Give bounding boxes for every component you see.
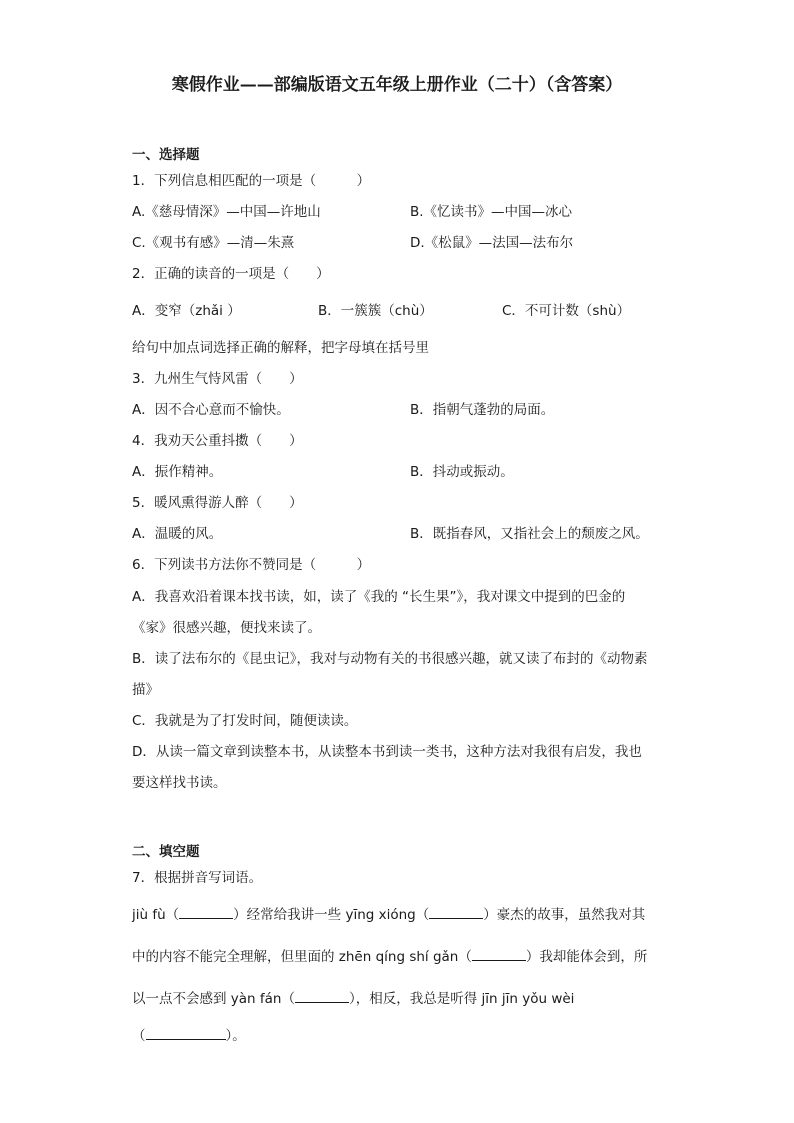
q1-option-d: D.《松鼠》—法国—法布尔 bbox=[410, 235, 574, 251]
q7-line1 bbox=[132, 905, 645, 924]
q7-stem: 7．根据拼音写词语。 bbox=[132, 870, 263, 886]
q2-option-c: C．不可计数（shù） bbox=[502, 303, 631, 319]
q3-option-b: B．指朝气蓬勃的局面。 bbox=[410, 402, 555, 418]
answer-blank-4[interactable] bbox=[295, 989, 349, 1003]
q4-stem: 4．我劝天公重抖擞（ ） bbox=[132, 433, 303, 449]
q1-stem: 1．下列信息相匹配的一项是（ ） bbox=[132, 173, 371, 189]
q6-option-b-line2: 描》 bbox=[132, 682, 159, 698]
answer-blank-2[interactable] bbox=[429, 905, 483, 919]
answer-blank-1[interactable] bbox=[179, 905, 233, 919]
q3-option-a: A．因不合心意而不愉快。 bbox=[132, 402, 290, 418]
q7-line3-text-a: 以一点不会感到 yàn fán（ bbox=[132, 991, 295, 1007]
q6-option-b-line1: B．读了法布尔的《昆虫记》，我对与动物有关的书很感兴趣，就又读了布封的《动物素 bbox=[132, 651, 648, 667]
q6-option-a-line2: 《家》很感兴趣，便找来读了。 bbox=[132, 620, 321, 636]
q3-stem: 3．九州生气恃风雷（ ） bbox=[132, 371, 303, 387]
q5-stem: 5．暖风熏得游人醉（ ） bbox=[132, 495, 303, 511]
q7-line3-text-b: ），相反，我总是听得 jīn jīn yǒu wèi bbox=[348, 991, 575, 1007]
q7-line2-text-a: 中的内容不能完全理解，但里面的 zhēn qíng shí gǎn（ bbox=[132, 949, 472, 965]
q7-line3 bbox=[132, 989, 574, 1008]
q7-line1-text-c: ）豪杰的故事，虽然我对其 bbox=[483, 907, 646, 923]
q2-option-b: B．一簇簇（chù） bbox=[318, 303, 433, 319]
section-fill-heading: 二、填空题 bbox=[132, 844, 200, 860]
q7-line4 bbox=[132, 1026, 246, 1045]
q7-line1-text-b: ）经常给我讲一些 yīng xióng（ bbox=[233, 907, 430, 923]
q6-option-a-line1: A．我喜欢沿着课本找书读，如，读了《我的 “长生果”》，我对课文中提到的巴金的 bbox=[132, 589, 626, 605]
section-choice-heading: 一、选择题 bbox=[132, 147, 200, 163]
q7-line1-text-a: jiù fù（ bbox=[132, 907, 180, 923]
q6-option-d-line1: D．从读一篇文章到读整本书，从读整本书到读一类书，这种方法对我很有启发，我也 bbox=[132, 744, 642, 760]
q7-line2 bbox=[132, 947, 647, 966]
answer-blank-3[interactable] bbox=[472, 947, 526, 961]
instruction-text: 给句中加点词选择正确的解释，把字母填在括号里 bbox=[132, 340, 429, 356]
q1-option-b: B.《忆读书》—中国—冰心 bbox=[410, 204, 573, 220]
q5-option-a: A．温暖的风。 bbox=[132, 526, 223, 542]
q5-option-b: B．既指春风，又指社会上的颓废之风。 bbox=[410, 526, 649, 542]
answer-blank-5[interactable] bbox=[146, 1026, 226, 1040]
q6-stem: 6．下列读书方法你不赞同是（ ） bbox=[132, 557, 371, 573]
q7-line4-text-a: （ bbox=[132, 1028, 146, 1044]
q1-option-a: A.《慈母情深》—中国—许地山 bbox=[132, 204, 321, 220]
q2-option-a: A．变窄（zhǎi ） bbox=[132, 303, 241, 319]
q7-line4-text-b: ）。 bbox=[225, 1028, 246, 1044]
q2-stem: 2．正确的读音的一项是（ ） bbox=[132, 266, 330, 282]
q4-option-b: B．抖动或振动。 bbox=[410, 464, 514, 480]
q7-line2-text-b: ）我却能体会到，所 bbox=[525, 949, 648, 965]
q1-option-c: C.《观书有感》—清—朱熹 bbox=[132, 235, 295, 251]
q6-option-d-line2: 要这样找书读。 bbox=[132, 775, 227, 791]
q4-option-a: A．振作精神。 bbox=[132, 464, 223, 480]
q6-option-c: C．我就是为了打发时间，随便读读。 bbox=[132, 713, 358, 729]
page-title: 寒假作业——部编版语文五年级上册作业（二十）（含答案） bbox=[171, 75, 623, 95]
